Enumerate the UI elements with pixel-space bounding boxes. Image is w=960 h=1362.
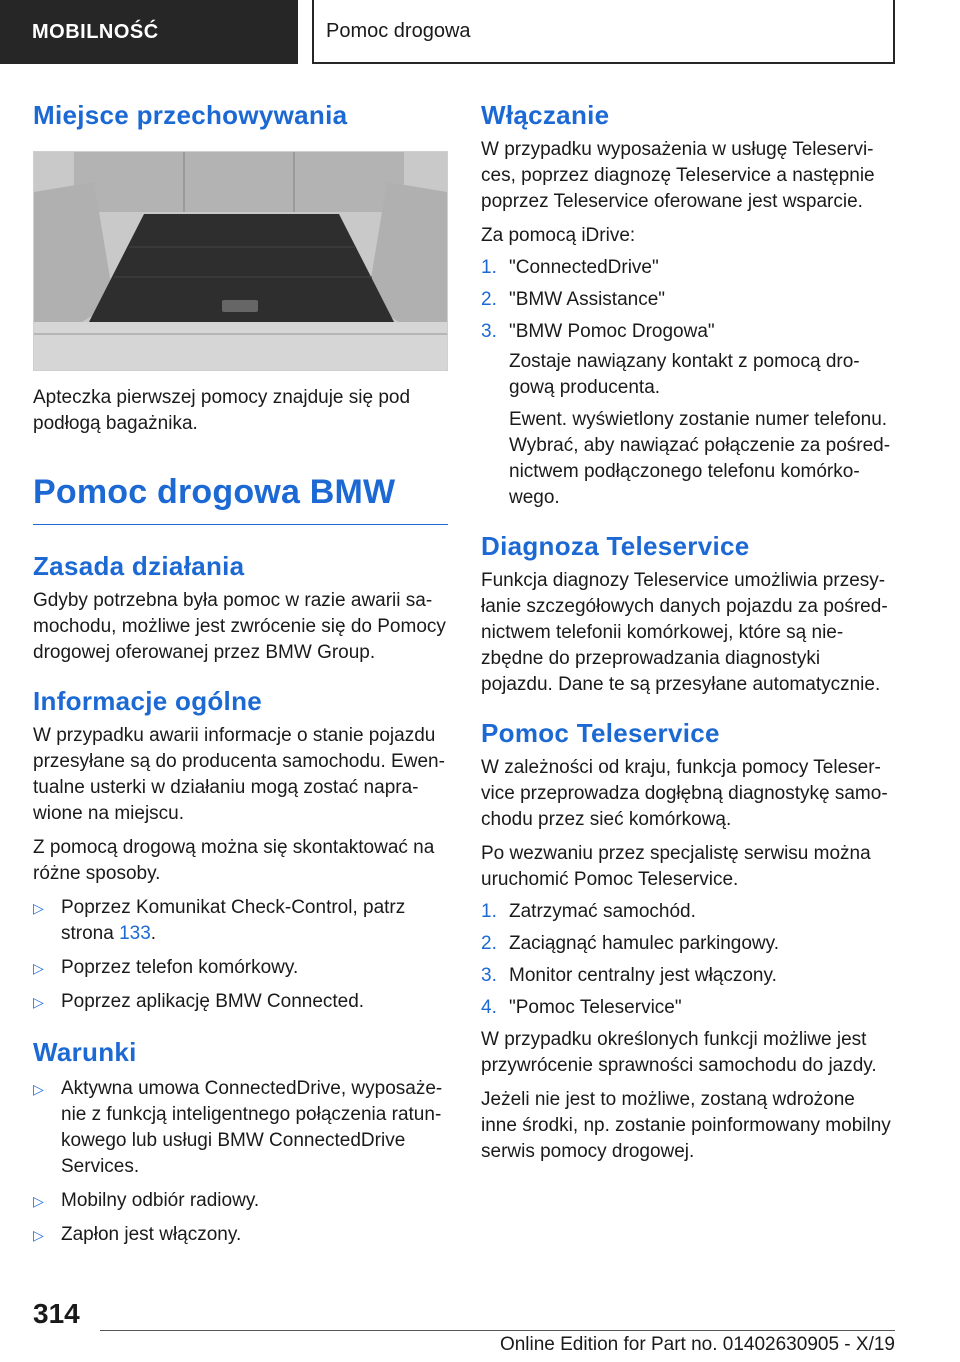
footer-edition: Online Edition for Part no. 01402630905 - X/19 [499,1334,895,1355]
header-title: Pomoc drogowa [326,19,471,42]
diag-text: Funkcja diagnozy Teleservice umożliwia przesyłanie szczegółowych danych pojazdu za pośrednictwem telefonii komórkowej, które są niezbędne do przeprowadzania diagnostyki pojazdu. Dane te są przesyłane automatycznie. [481,570,888,695]
list-item: ▷ Mobilny odbiór radiowy. [33,1188,448,1214]
enable-text: W przypadku wyposażenia w usługę Teleservices, poprzez diagnozę Teleservice a następnie poprzez Teleservice oferowane jest wsparcie. [481,139,875,212]
idrive-text: Za pomocą iDrive: [481,225,636,246]
idrive-steps [481,255,896,511]
triangle-bullet-icon: ▷ [33,1081,44,1097]
conditions-heading: Warunki [33,1037,137,1067]
help-steps [481,899,896,1021]
triangle-bullet-icon: ▷ [33,1227,44,1243]
step-note-1: Zostaje nawiązany kontakt z pomocą drogową producenta. [509,351,860,398]
triangle-bullet-icon: ▷ [33,1193,44,1209]
contact-ways-list [33,895,448,1015]
list-item: ▷ Poprzez aplikację BMW Connected. [33,989,448,1015]
list-item: 2. Zaciągnąć hamulec parkingowy. [481,933,780,954]
list-item: 3. Monitor centralny jest włączony. [481,965,777,986]
list-item: ▷ Poprzez Komunikat Check-Control, patrz strona 133. [33,897,406,944]
principle-text: Gdyby potrzebna była pomoc w razie awarii samochodu, możliwe jest zwrócenie się do Pomocy drogowej oferowanej przez BMW Group. [33,590,446,663]
header-title-box [312,0,895,64]
help-text-4: Jeżeli nie jest to możliwe, zostaną wdrożone inne środki, np. zostanie poinformowany mobilny serwis pomocy drogowej. [481,1089,891,1162]
general-text-2: Z pomocą drogową można się skontaktować na różne sposoby. [33,837,435,884]
general-text-1: W przypadku awarii informacje o stanie pojazdu przesyłane są do producenta samochodu. Ewentualne usterki w działaniu mogą zostać naprawione na miejscu. [33,725,445,824]
list-item: 1. Zatrzymać samochód. [481,901,696,922]
list-item: ▷ Zapłon jest włączony. [33,1222,448,1248]
heading-rule [33,524,448,525]
list-item: 1. "ConnectedDrive" [481,257,659,278]
page-link[interactable]: 133 [119,923,151,944]
help-text-2: Po wezwaniu przez specjalistę serwisu można uruchomić Pomoc Teleservice. [481,843,871,890]
footer-rule [100,1330,895,1331]
diag-heading: Diagnoza Teleservice [481,531,750,561]
main-heading: Pomoc drogowa BMW [33,473,396,511]
list-item: 2. "BMW Assistance" [481,289,666,310]
list-item: ▷ Poprzez telefon komórkowy. [33,955,448,981]
trunk-photo [33,151,448,371]
list-item: 3. "BMW Pomoc Drogowa" Zostaje nawiązany kontakt z pomocą drogową producenta. Ewent. wyświetlony zostanie numer telefonu. Wybrać, aby nawiązać połączenie za pośrednictwem podłączonego telefonu komórkowego. [481,319,896,511]
list-item: ▷ Aktywna umowa ConnectedDrive, wyposażenie z funkcją inteligentnego połączenia ratunkowego lub usługi BMW ConnectedDrive Services. [33,1078,443,1177]
header-section [0,0,298,64]
triangle-bullet-icon: ▷ [33,994,44,1010]
header-section-label: MOBILNOŚĆ [32,20,159,43]
step-note-2: Ewent. wyświetlony zostanie numer telefonu. Wybrać, aby nawiązać połączenie za pośrednictwem podłączonego telefonu komórkowego. [509,409,891,508]
help-heading: Pomoc Teleservice [481,718,720,748]
help-text-3: W przypadku określonych funkcji możliwe jest przywrócenie sprawności samochodu do jazdy. [481,1029,877,1076]
help-text-1: W zależności od kraju, funkcja pomocy Teleservice przeprowadza dogłębną diagnostykę samochodu przez sieć komórkową. [481,757,888,830]
storage-heading: Miejsce przechowywania [33,100,348,130]
list-item: 4. "Pomoc Teleservice" [481,997,682,1018]
enable-heading: Włączanie [481,100,610,130]
triangle-bullet-icon: ▷ [33,960,44,976]
principle-heading: Zasada działania [33,551,245,581]
right-column [481,100,896,1165]
triangle-bullet-icon: ▷ [33,900,44,916]
page-number: 314 [33,1298,80,1329]
trunk-illustration [34,152,447,370]
photo-caption: Apteczka pierwszej pomocy znajduje się pod podłogą bagażnika. [33,387,411,434]
left-column [33,100,448,1248]
conditions-list [33,1076,448,1248]
general-heading: Informacje ogólne [33,686,263,716]
